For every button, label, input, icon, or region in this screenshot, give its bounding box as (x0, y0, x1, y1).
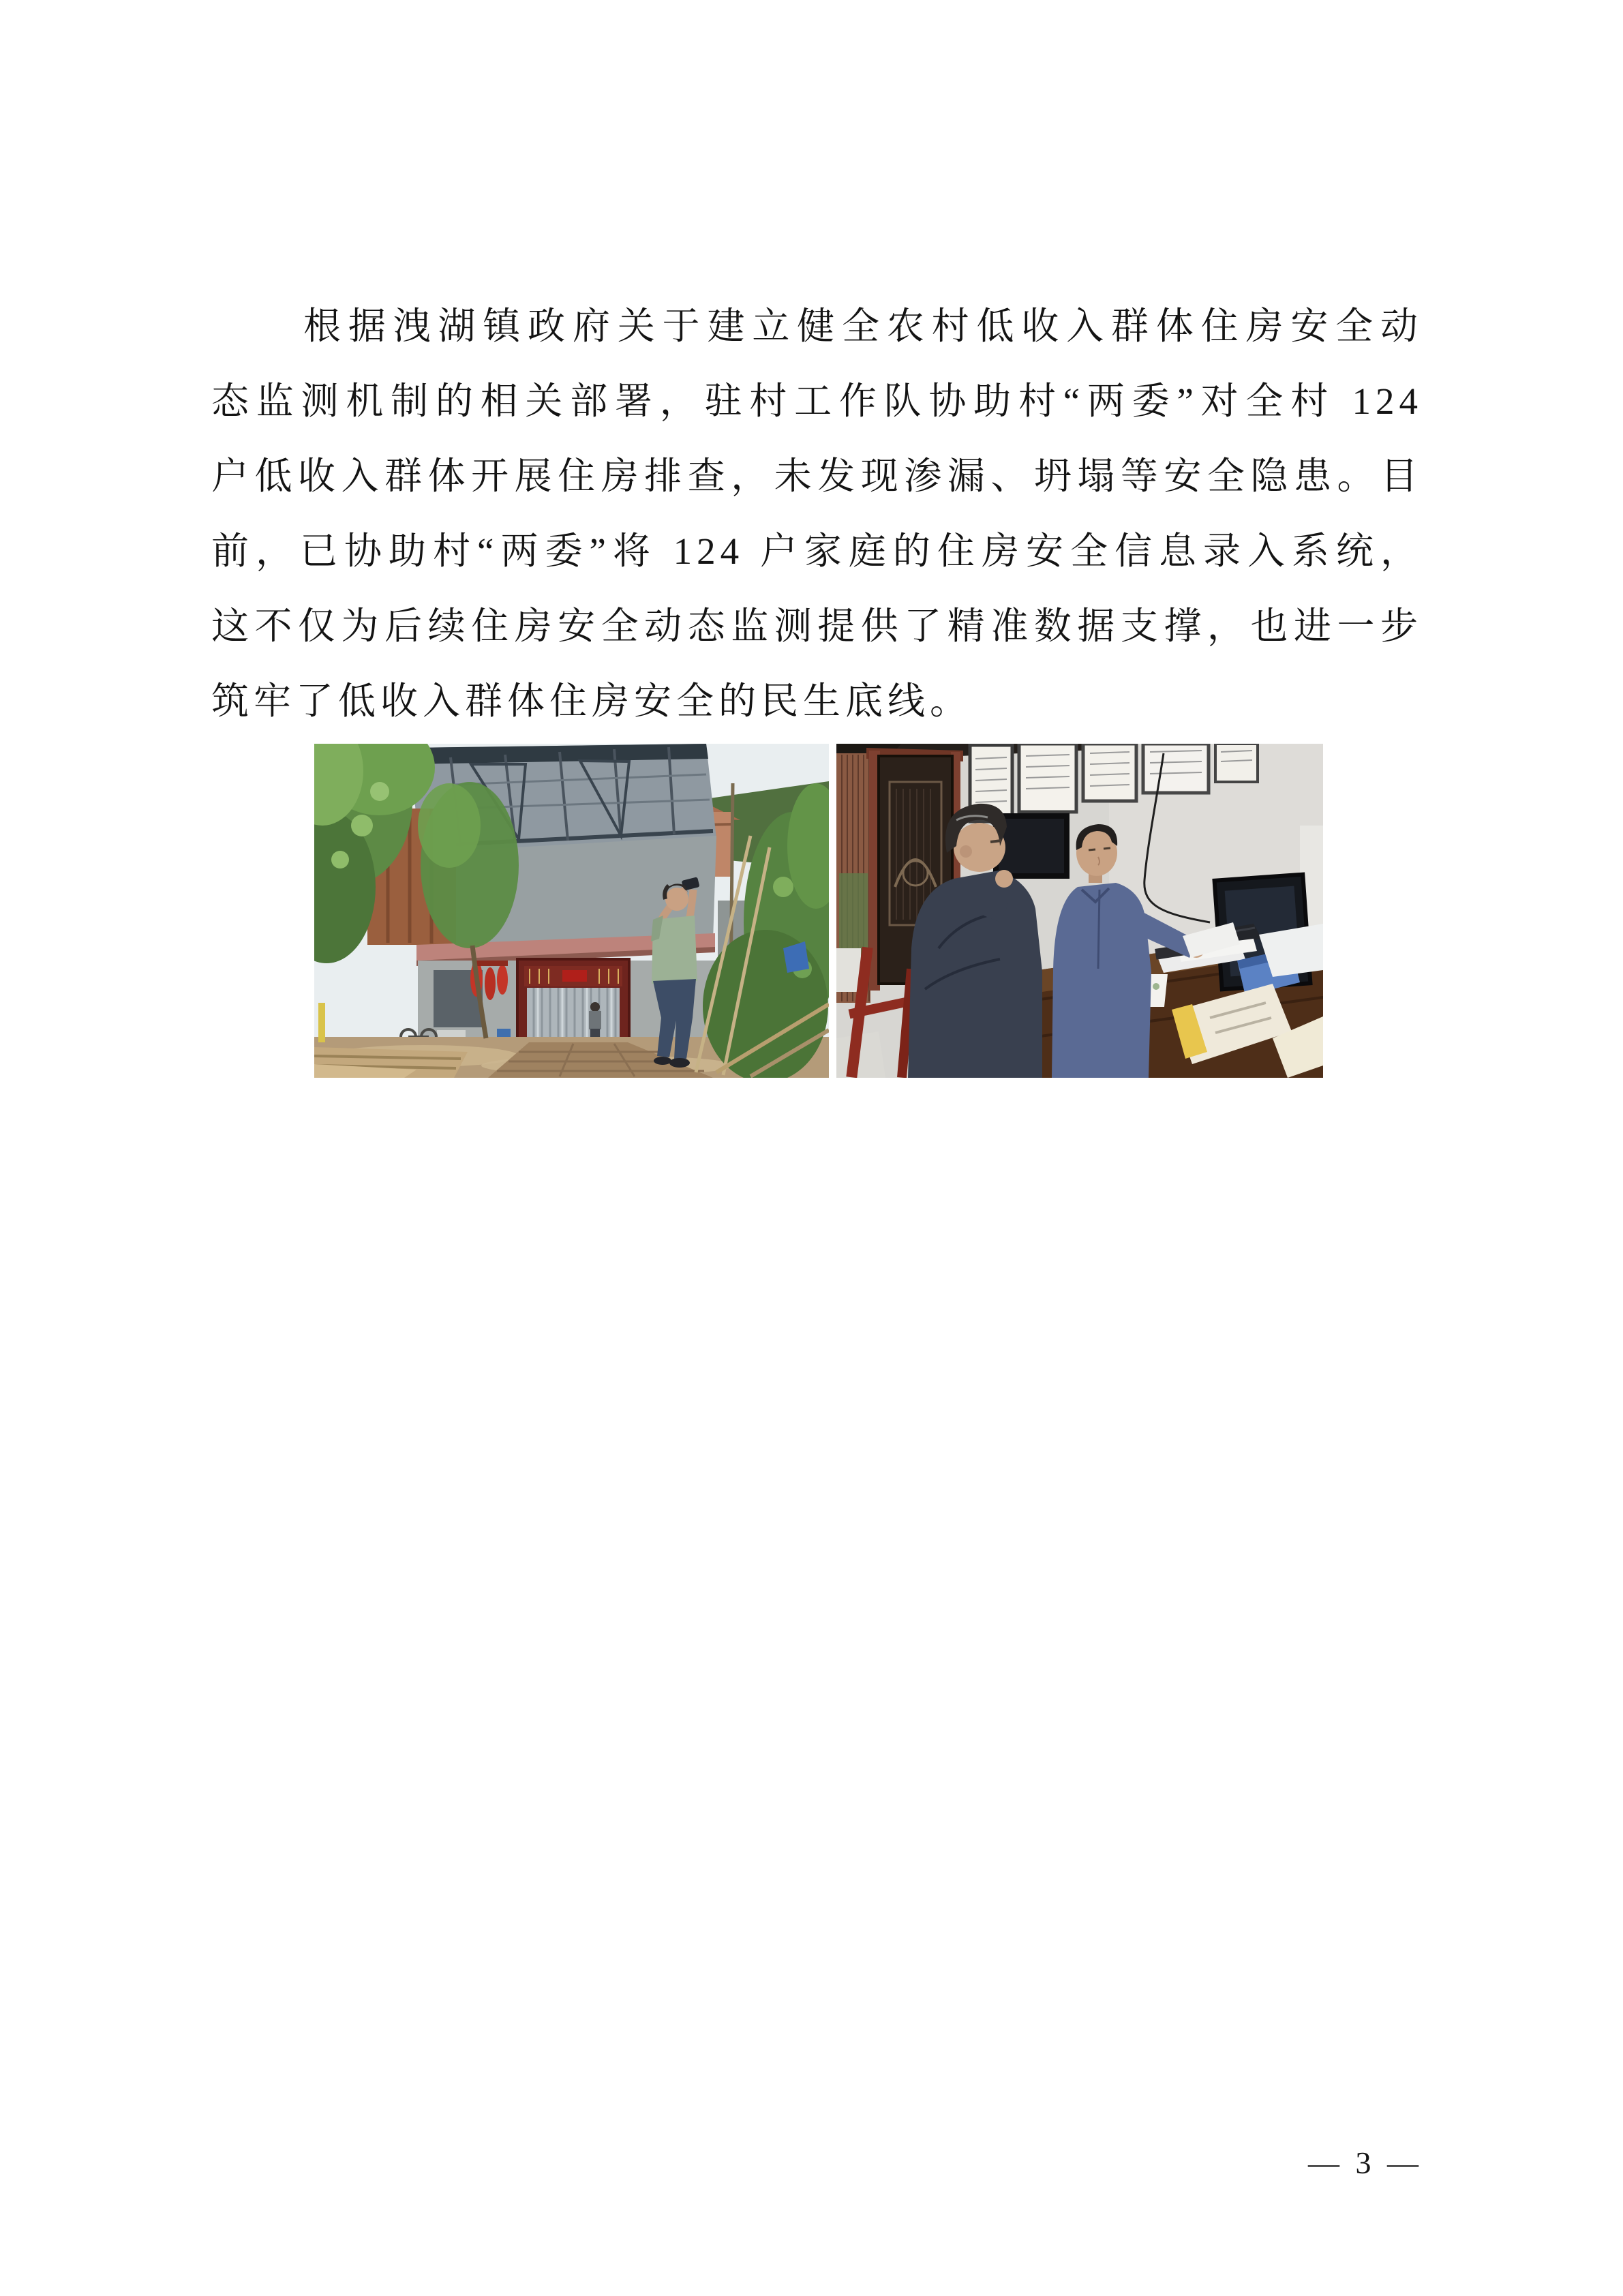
body-paragraph (211, 289, 1423, 739)
photo-office-data-entry (836, 744, 1323, 1078)
photo-row (314, 744, 1323, 1078)
paragraph-line: 根据洩湖镇政府关于建立健全农村低收入群体住房安全动 (303, 305, 1423, 347)
page-number: — 3 — (1308, 2145, 1423, 2180)
paragraph-line: 这不仅为后续住房安全动态监测提供了精准数据支撑，也进一步 (211, 605, 1423, 647)
paragraph-line: 筑牢了低收入群体住房安全的民生底线。 (211, 680, 973, 722)
photo-courtyard-inspection (314, 744, 829, 1078)
paragraph-line: 前，已协助村“两委”将 124 户家庭的住房安全信息录入系统， (211, 530, 1423, 572)
paragraph-line: 户低收入群体开展住房排查，未发现渗漏、坍塌等安全隐患。目 (211, 455, 1423, 497)
paragraph-line: 态监测机制的相关部署，驻村工作队协助村“两委”对全村 124 (211, 380, 1423, 422)
